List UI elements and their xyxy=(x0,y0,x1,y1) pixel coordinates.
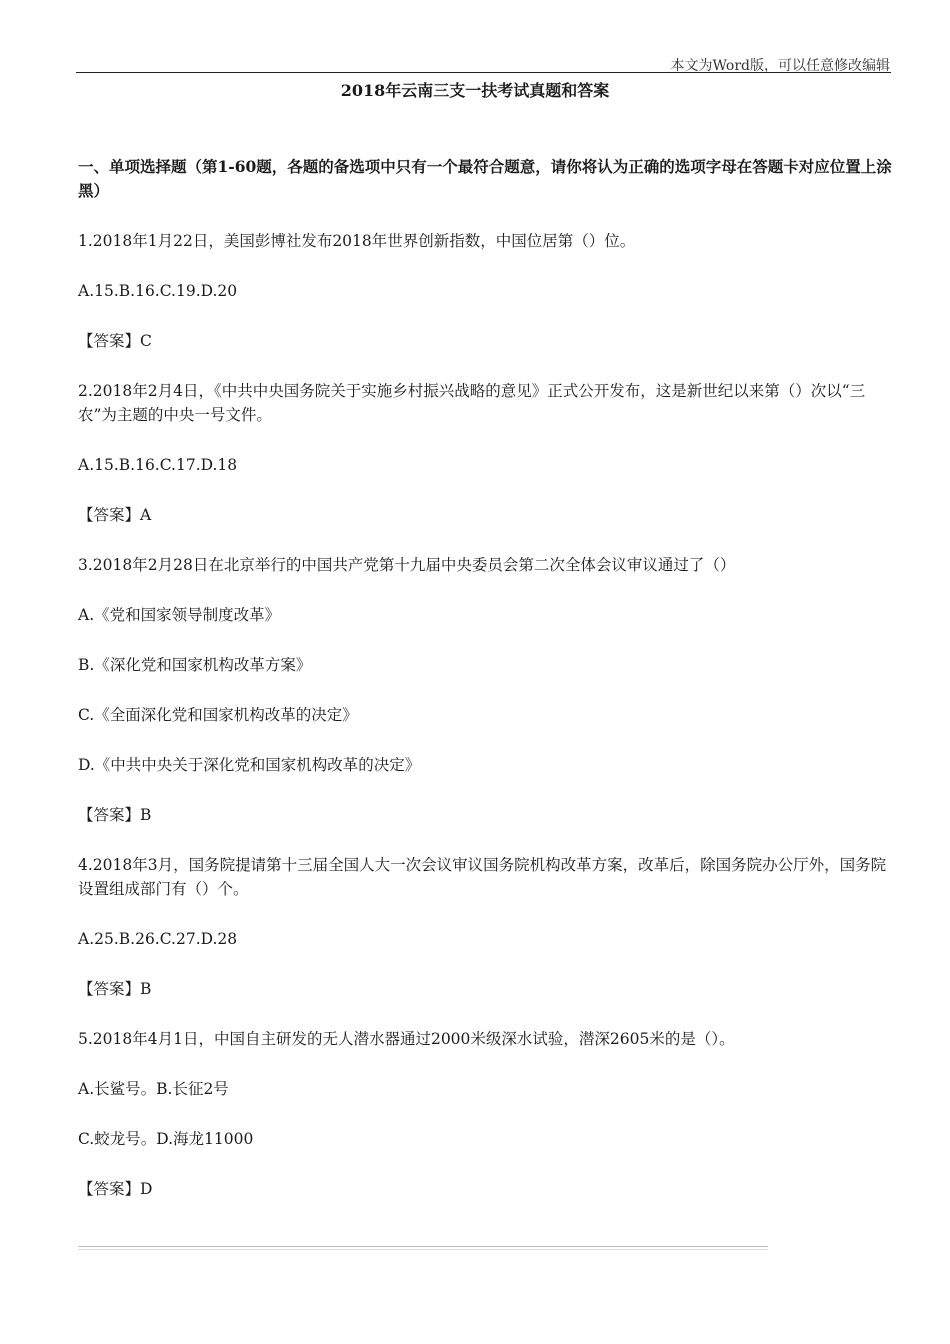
question-4-answer: 【答案】B xyxy=(78,980,152,998)
section-heading: 一、单项选择题（第1-60题，各题的备选项中只有一个最符合题意，请你将认为正确的选项字母在答题卡对应位置上涂黑） xyxy=(78,157,892,200)
header-rule xyxy=(76,72,891,73)
document-title: 2018年云南三支一扶考试真题和答案 xyxy=(340,81,610,100)
document-body xyxy=(78,155,894,1227)
question-4: 4.2018年3月，国务院提请第十三届全国人大一次会议审议国务院机构改革方案，改革后，除国务院办公厅外，国务院设置组成部门有（）个。 xyxy=(78,856,887,898)
question-1-answer: 【答案】C xyxy=(78,332,152,350)
question-4-options: A.25.B.26.C.27.D.28 xyxy=(78,930,238,948)
question-1-options: A.15.B.16.C.19.D.20 xyxy=(78,282,238,300)
question-5-answer: 【答案】D xyxy=(78,1180,153,1198)
question-3-option-a: A.《党和国家领导制度改革》 xyxy=(78,606,281,624)
question-3-option-c: C.《全面深化党和国家机构改革的决定》 xyxy=(78,706,358,724)
question-3-option-d: D.《中共中央关于深化党和国家机构改革的决定》 xyxy=(78,756,421,774)
question-5-options-ab: A.长鲨号。B.长征2号 xyxy=(78,1080,229,1098)
question-1: 1.2018年1月22日，美国彭博社发布2018年世界创新指数，中国位居第（）位。 xyxy=(78,232,636,250)
question-5-options-cd: C.蛟龙号。D.海龙11000 xyxy=(78,1130,254,1148)
question-3: 3.2018年2月28日在北京举行的中国共产党第十九届中央委员会第二次全体会议审议通过了（） xyxy=(78,556,736,574)
question-2: 2.2018年2月4日，《中共中央国务院关于实施乡村振兴战略的意见》正式公开发布，这是新世纪以来第（）次以“三农”为主题的中央一号文件。 xyxy=(78,382,866,424)
question-2-options: A.15.B.16.C.17.D.18 xyxy=(78,456,238,474)
question-3-answer: 【答案】B xyxy=(78,806,152,824)
question-2-answer: 【答案】A xyxy=(78,506,152,524)
header-note: 本文为Word版，可以任意修改编辑 xyxy=(670,58,890,74)
question-3-option-b: B.《深化党和国家机构改革方案》 xyxy=(78,656,312,674)
question-5: 5.2018年4月1日，中国自主研发的无人潜水器通过2000米级深水试验，潜深2605米的是（）。 xyxy=(78,1030,735,1048)
footer-rule xyxy=(78,1246,768,1250)
